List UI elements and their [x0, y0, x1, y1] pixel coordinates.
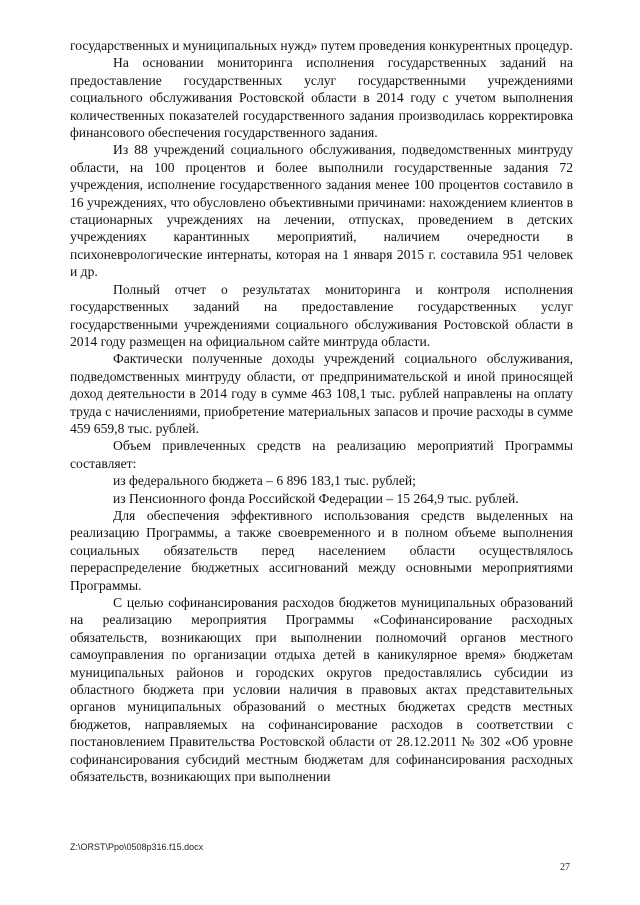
footer-file-path: Z:\ORST\Ppo\0508p316.f15.docx: [70, 842, 204, 852]
paragraph-7: из федерального бюджета – 6 896 183,1 тыс. рублей;: [113, 473, 416, 489]
paragraph-9: Для обеспечения эффективного использования средств выделенных на реализацию Программы, а также своевременного и в полном объеме выполнения социальных обязательств перед населением области осуществлялось перераспределение бюджетных ассигнований между основными мероприятиями Программы.: [70, 507, 573, 593]
paragraph-5: Фактически полученные доходы учреждений социального обслуживания, подведомственных минтруду области, от предпринимательской и иной приносящей доход деятельности в 2014 году в сумме 463 108,1 тыс. рублей направлены на оплату труда с начислениями, приобретение материальных запасов и прочие расходы в сумме 459 659,8 тыс. рублей.: [70, 351, 573, 436]
paragraph-3: Из 88 учреждений социального обслуживания, подведомственных минтруду области, на 100 процентов и более выполнили государственные задания 72 учреждения, исполнение государственного задания менее 100 процентов составило в 16 учреждениях, что обусловлено объективными причинами: нахождением клиентов в стационарных учреждениях на лечении, отпусках, проведением в детских учреждениях карантинных мероприятий, наличием очередности в психоневрологические интернаты, которая на 1 января 2015 г. составила 951 человек и др.: [70, 142, 573, 280]
document-body: [70, 37, 573, 785]
paragraph-4: Полный отчет о результатах мониторинга и контроля исполнения государственных заданий на предоставление государственных услуг государственными учреждениями социального обслуживания Ростовской области в 2014 году размещен на официальном сайте минтруда области.: [70, 281, 573, 349]
paragraph-2: На основании мониторинга исполнения государственных заданий на предоставление государственных услуг государственными учреждениями социального обслуживания Ростовской области в 2014 году с учетом выполнения количественных показателей государственного задания производилась корректировка финансового обеспечения государственного задания.: [70, 55, 573, 141]
page-number: 27: [560, 862, 570, 873]
paragraph-10: С целью софинансирования расходов бюджетов муниципальных образований на реализацию мероприятия Программы «Софинансирование расходных обязательств, возникающих при выполнении полномочий органов местного самоуправления по организации отдыха детей в каникулярное время» бюджетам муниципальных районов и городских округов предоставлялись субсидии из областного бюджета при условии наличия в правовых актах представительных органов муниципальных образований о местных бюджетах средств местных бюджетов, направляемых на софинансирование расходов в соответствии с постановлением Правительства Ростовской области от 28.12.2011 № 302 «Об уровне софинансирования субсидий местным бюджетам для софинансирования расходных обязательств, возникающих при выполнении: [70, 595, 573, 785]
paragraph-1: государственных и муниципальных нужд» путем проведения конкурентных процедур.: [70, 38, 573, 53]
paragraph-6: Объем привлеченных средств на реализацию мероприятий Программы составляет:: [70, 438, 573, 471]
paragraph-8: из Пенсионного фонда Российской Федерации – 15 264,9 тыс. рублей.: [113, 490, 519, 506]
